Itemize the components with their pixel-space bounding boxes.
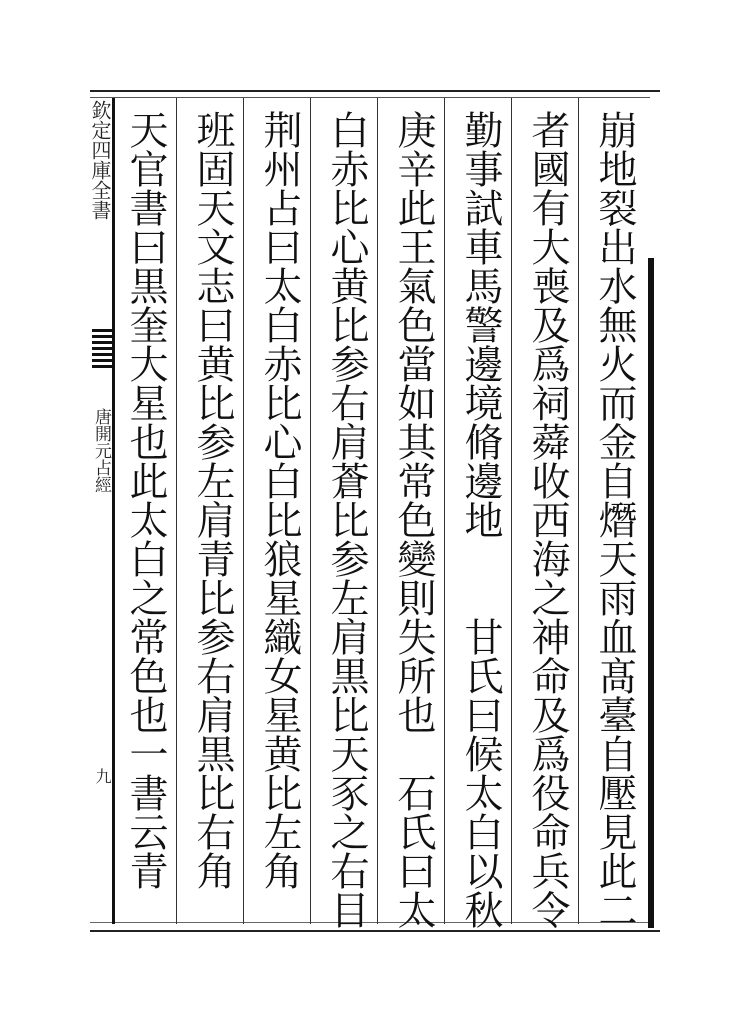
column-divider (310, 98, 311, 924)
page-number: 九 (93, 768, 112, 784)
text-column-4: 庚辛此王氣色當如其常色變則失所也 石氏曰太 (391, 110, 436, 929)
text-column-8: 天官書曰黒奎大星也此太白之常色也一書云青 (123, 110, 168, 890)
top-border (90, 90, 660, 92)
text-column-6: 荆州占曰太白赤比心白比狼星織女星黄比左角 (257, 110, 302, 890)
text-column-7: 班固天文志曰黄比参左肩青比参右肩黒比右角 (190, 110, 235, 890)
bottom-border (90, 930, 660, 932)
text-column-1: 崩地裂出水無火而金自熸天雨血髙臺自壓見此二 (592, 110, 637, 929)
column-divider (176, 98, 177, 924)
column-divider (444, 98, 445, 924)
margin-strip (88, 98, 112, 924)
top-inner-border (90, 97, 650, 98)
column-divider (243, 98, 244, 924)
column-divider (112, 98, 115, 924)
section-title: 唐開元占經 (91, 408, 111, 493)
text-column-3: 勤事試車馬警邊境脩邊地 甘氏曰候太白以秋 (458, 110, 503, 929)
column-divider (377, 98, 378, 924)
text-column-2: 者國有大喪及爲祠蕣收西海之神命及爲役命兵令 (525, 110, 570, 929)
column-divider (578, 98, 579, 924)
column-divider (511, 98, 512, 924)
fishtail-mark (92, 328, 112, 368)
right-edge-bar (648, 258, 654, 928)
book-title: 欽定四庫全書 (88, 100, 112, 220)
text-column-5: 白赤比心黄比参右肩蒼比参左肩黒比天豕之右目 (324, 110, 369, 929)
